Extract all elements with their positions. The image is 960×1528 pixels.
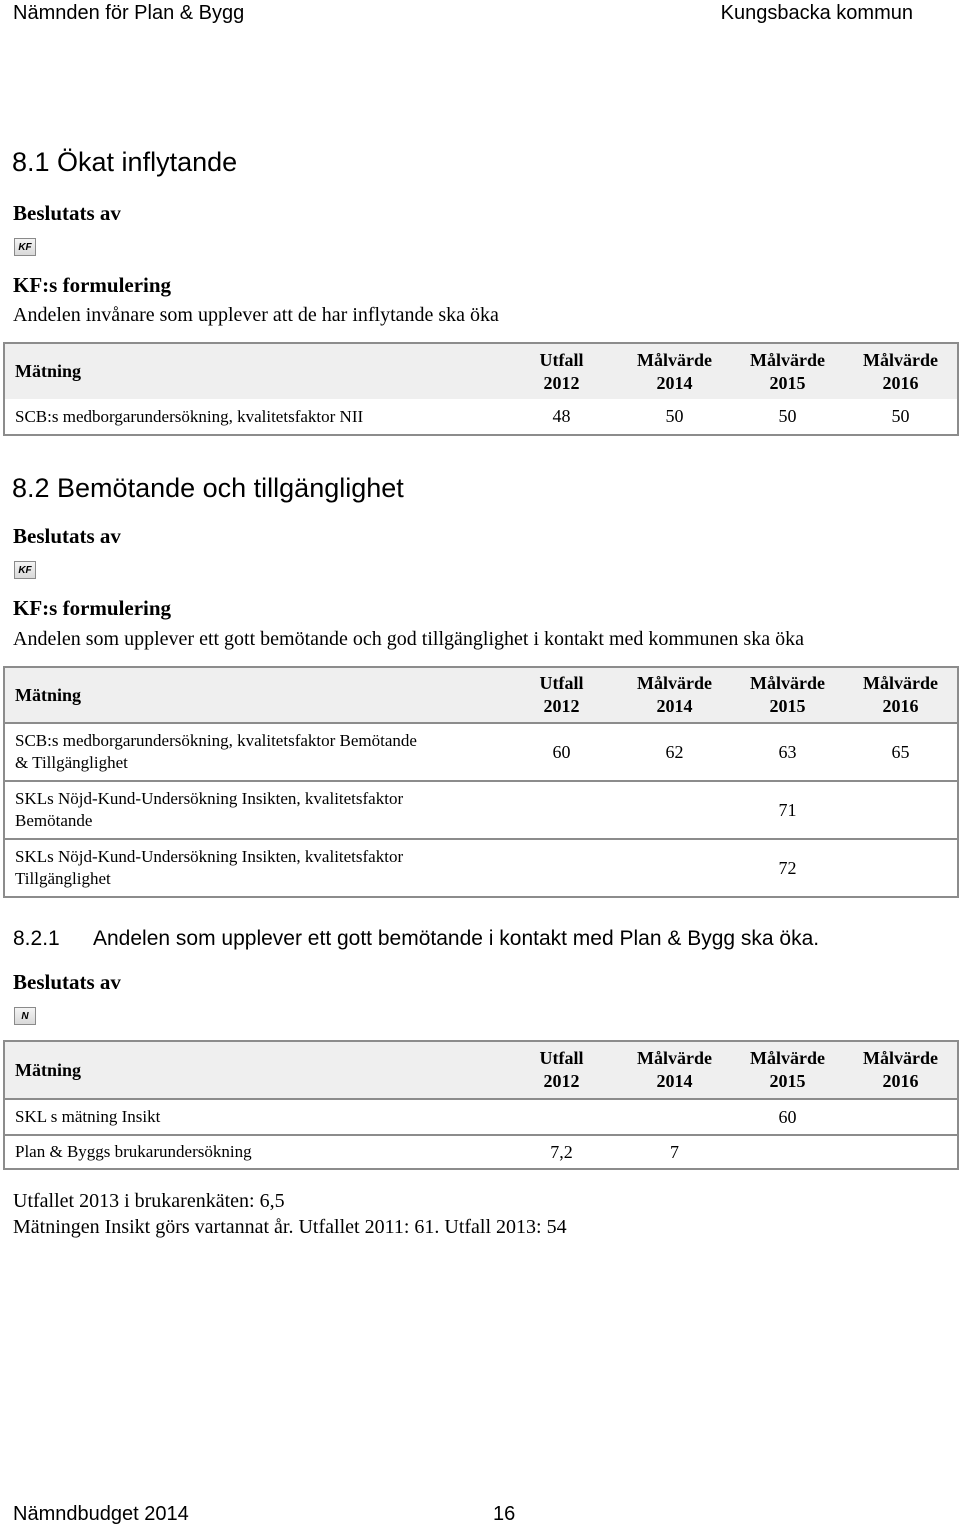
cell-outcome-2012 (505, 1099, 618, 1135)
row-label: SKL s mätning Insikt (15, 1107, 161, 1126)
cell-outcome-2012: 48 (505, 399, 618, 435)
col-header-outcome-2012: Utfall 2012 (505, 343, 618, 399)
kf-badge-icon: KF (14, 238, 36, 256)
decided-by-label: Beslutats av (13, 201, 121, 225)
n-badge-icon: N (14, 1007, 36, 1025)
subsection-title: Andelen som upplever ett gott bemötande i kontakt med Plan & Bygg ska öka. (93, 927, 820, 950)
col-header-target-2014: Målvärde 2014 (618, 343, 731, 399)
cell-target-2015: 60 (778, 1106, 797, 1127)
table-row (4, 781, 958, 839)
kf-formulation-label: KF:s formulering (13, 596, 172, 620)
table-row (4, 1135, 958, 1169)
decided-by-label: Beslutats av (13, 970, 121, 994)
col-header-target-2015: Målvärde 2015 (731, 667, 844, 723)
measurement-table-8-1 (3, 342, 959, 436)
col-header-measurement: Mätning (4, 343, 505, 399)
cell-target-2015: 71 (778, 799, 797, 820)
cell-target-2015: 72 (778, 857, 797, 878)
cell-outcome-2012 (505, 839, 618, 897)
cell-target-2014: 50 (618, 399, 731, 435)
cell-target-2016 (844, 781, 958, 839)
measurement-table-8-2 (3, 666, 959, 898)
row-label: SCB:s medborgarundersökning, kvalitetsfaktor NII (4, 399, 505, 435)
cell-target-2015 (731, 1135, 844, 1169)
measurement-table-8-2-1 (3, 1040, 959, 1170)
cell-target-2014 (618, 839, 731, 897)
col-header-outcome-2012: Utfall 2012 (505, 1041, 618, 1099)
table-header-row (4, 1041, 958, 1099)
col-header-measurement: Mätning (4, 1041, 505, 1099)
table-header-row (4, 667, 958, 723)
cell-target-2016 (844, 1099, 958, 1135)
section-title-8-1: 8.1 Ökat inflytande (12, 147, 238, 177)
col-header-target-2015: Målvärde 2015 (731, 343, 844, 399)
table-header-row (4, 343, 958, 399)
col-header-target-2016: Målvärde 2016 (844, 343, 958, 399)
row-label: SKLs Nöjd-Kund-Undersökning Insikten, kvalitetsfaktor Tillgänglighet (15, 847, 404, 888)
col-header-target-2016: Målvärde 2016 (844, 667, 958, 723)
cell-target-2014: 7 (670, 1141, 679, 1162)
col-header-target-2014: Målvärde 2014 (618, 1041, 731, 1099)
header-right: Kungsbacka kommun (720, 2, 913, 24)
col-header-target-2014: Målvärde 2014 (618, 667, 731, 723)
cell-outcome-2012: 7,2 (550, 1141, 573, 1162)
table-row (4, 839, 958, 897)
footer-title: Nämndbudget 2014 (13, 1503, 189, 1525)
table-row (4, 1099, 958, 1135)
cell-target-2016 (844, 1135, 958, 1169)
col-header-target-2016: Målvärde 2016 (844, 1041, 958, 1099)
kf-badge-icon: KF (14, 561, 36, 579)
cell-target-2014: 62 (665, 741, 684, 762)
kf-formulation-text: Andelen invånare som upplever att de har inflytande ska öka (13, 304, 499, 326)
cell-target-2016: 65 (891, 741, 910, 762)
row-label: SKLs Nöjd-Kund-Undersökning Insikten, kvalitetsfaktor Bemötande (15, 789, 404, 830)
cell-target-2016 (844, 839, 958, 897)
col-header-measurement: Mätning (4, 667, 505, 723)
row-label: SCB:s medborgarundersökning, kvalitetsfaktor Bemötande & Tillgänglighet (15, 731, 417, 772)
page-number: 16 (493, 1503, 516, 1525)
cell-target-2014 (618, 781, 731, 839)
header-left: Nämnden för Plan & Bygg (13, 2, 245, 24)
table-row (4, 723, 958, 781)
cell-outcome-2012: 60 (552, 741, 571, 762)
cell-target-2015: 63 (778, 741, 797, 762)
decided-by-label: Beslutats av (13, 524, 121, 548)
section-title-8-2: 8.2 Bemötande och tillgänglighet (12, 473, 404, 503)
cell-target-2014 (618, 1099, 731, 1135)
note-line-2: Mätningen Insikt görs vartannat år. Utfallet 2011: 61. Utfall 2013: 54 (13, 1216, 567, 1238)
table-row (4, 399, 958, 435)
col-header-outcome-2012: Utfall 2012 (505, 667, 618, 723)
note-line-1: Utfallet 2013 i brukarenkäten: 6,5 (13, 1190, 285, 1212)
col-header-target-2015: Målvärde 2015 (731, 1041, 844, 1099)
kf-formulation-label: KF:s formulering (13, 273, 172, 297)
cell-target-2016: 50 (844, 399, 958, 435)
subsection-number: 8.2.1 (13, 927, 60, 950)
cell-outcome-2012 (505, 781, 618, 839)
cell-target-2015: 50 (731, 399, 844, 435)
kf-formulation-text: Andelen som upplever ett gott bemötande och god tillgänglighet i kontakt med kommunen ska öka (13, 628, 804, 650)
row-label: Plan & Byggs brukarundersökning (15, 1142, 252, 1161)
